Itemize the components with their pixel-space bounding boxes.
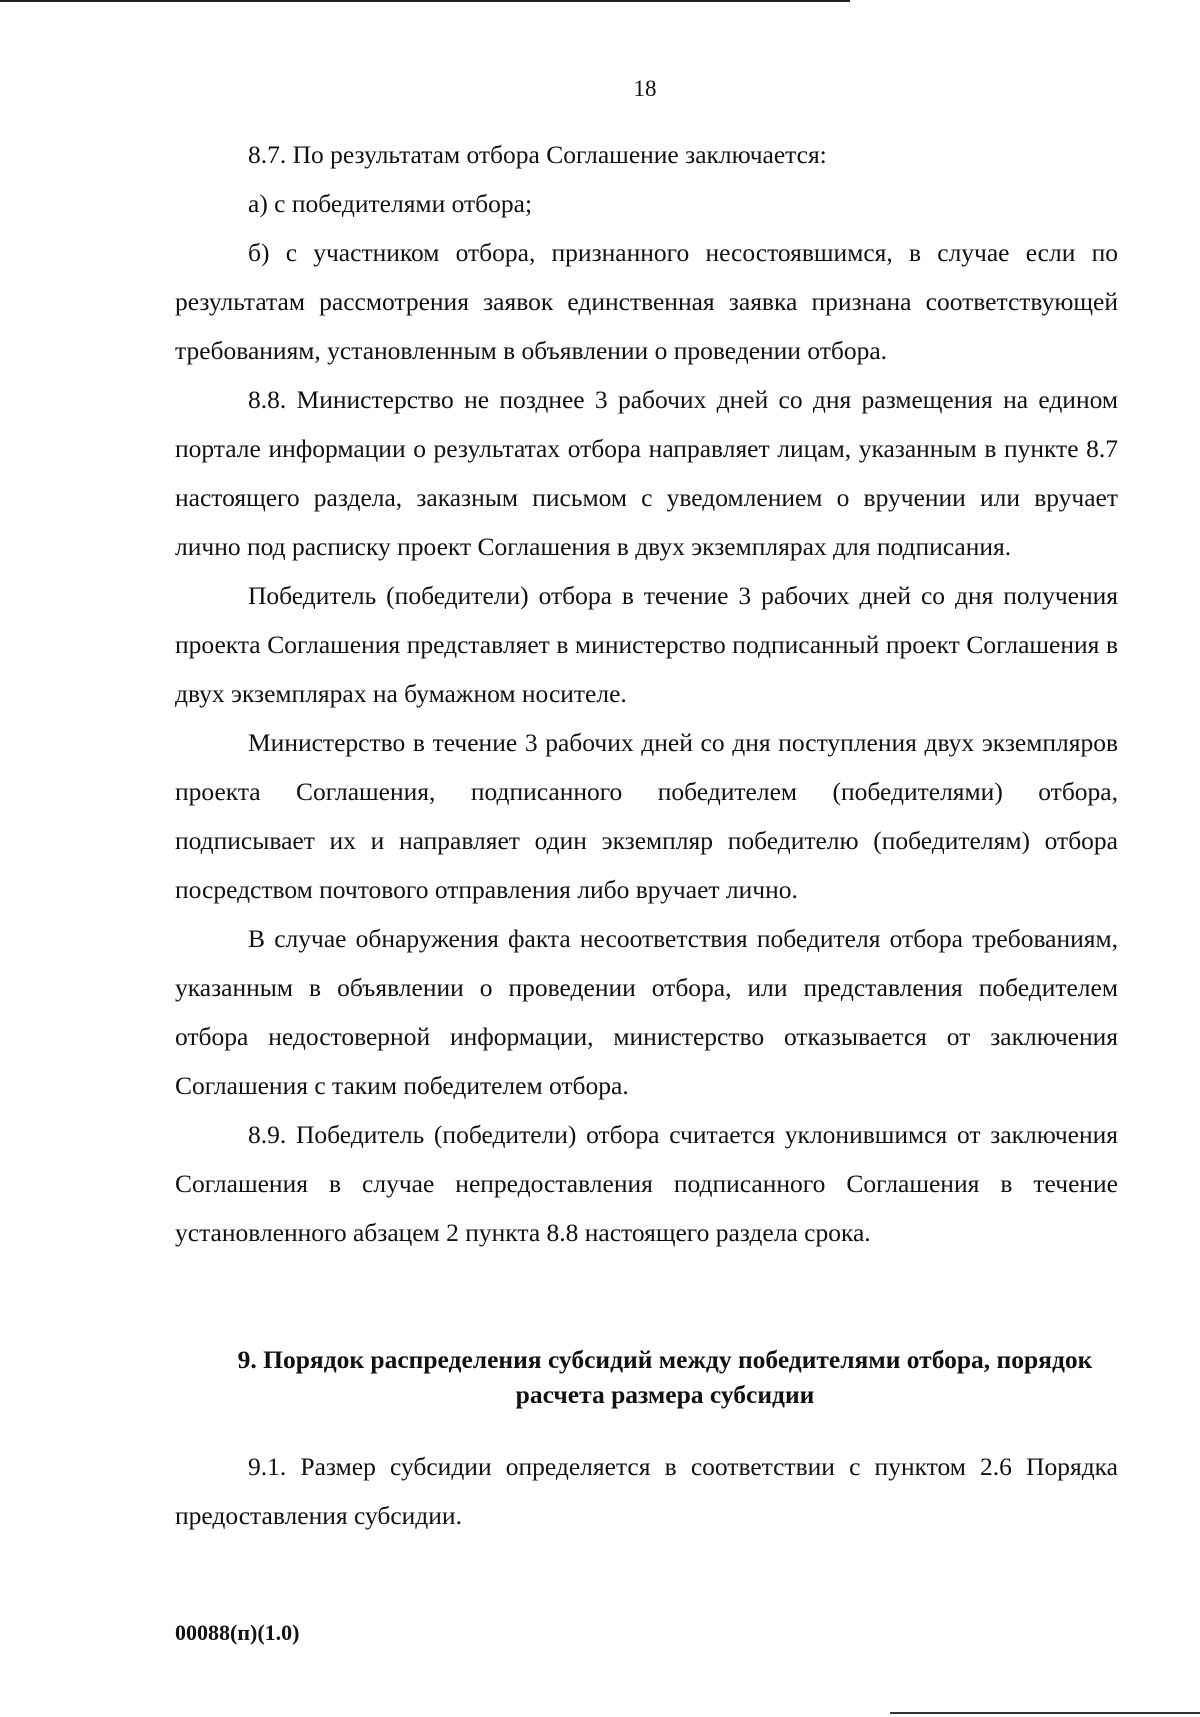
paragraph-8-8-winner: Победитель (победители) отбора в течение 3 рабочих дней со дня получения проекта Соглашения представляет в министерство подписанный проект Соглашения в двух экземплярах на бумажном носителе. — [175, 581, 1118, 708]
paragraph-8-8: 8.8. Министерство не позднее 3 рабочих дней со дня размещения на едином портале информации о результатах отбора направляет лицам, указанным в пункте 8.7 настоящего раздела, заказным письмом с уведомлением о вручении или вручает лично под расписку проект Соглашения в двух экземплярах для подписания. — [175, 385, 1118, 561]
page-number: 18 — [633, 76, 657, 101]
section-heading: 9. Порядок распределения субсидий между победителями отбора, порядок расчета размера субсидии — [237, 1345, 1093, 1409]
paragraph-9-1: 9.1. Размер субсидии определяется в соответствии с пунктом 2.6 Порядка предоставления субсидии. — [175, 1452, 1118, 1530]
scan-edge-line-bottom — [890, 1712, 1200, 1714]
footer-document-code: 00088(п)(1.0) — [175, 1620, 300, 1645]
paragraph-8-7-b: б) с участником отбора, признанного несостоявшимся, в случае если по результатам рассмотрения заявок единственная заявка признана соответствующей требованиям, установленным в объявлении о проведении отбора. — [175, 238, 1118, 365]
scan-edge-line-top — [0, 0, 850, 2]
paragraph-8-7: 8.7. По результатам отбора Соглашение заключается: — [248, 140, 827, 169]
paragraph-8-9: 8.9. Победитель (победители) отбора считается уклонившимся от заключения Соглашения в случае непредоставления подписанного Соглашения в течение установленного абзацем 2 пункта 8.8 настоящего раздела срока. — [175, 1120, 1118, 1247]
paragraph-8-7-a: а) с победителями отбора; — [248, 189, 533, 218]
body-text — [175, 130, 1118, 1257]
section-body-text — [175, 1442, 1118, 1540]
paragraph-8-8-ministry: Министерство в течение 3 рабочих дней со дня поступления двух экземпляров проекта Соглашения, подписанного победителем (победителями) отбора, подписывает их и направляет один экземпляр победителю (победителям) отбора посредством почтового отправления либо вручает лично. — [175, 728, 1118, 904]
paragraph-8-8-mismatch: В случае обнаружения факта несоответствия победителя отбора требованиям, указанным в объявлении о проведении отбора, или представления победителем отбора недостоверной информации, министерство отказывается от заключения Соглашения с таким победителем отбора. — [175, 924, 1118, 1100]
